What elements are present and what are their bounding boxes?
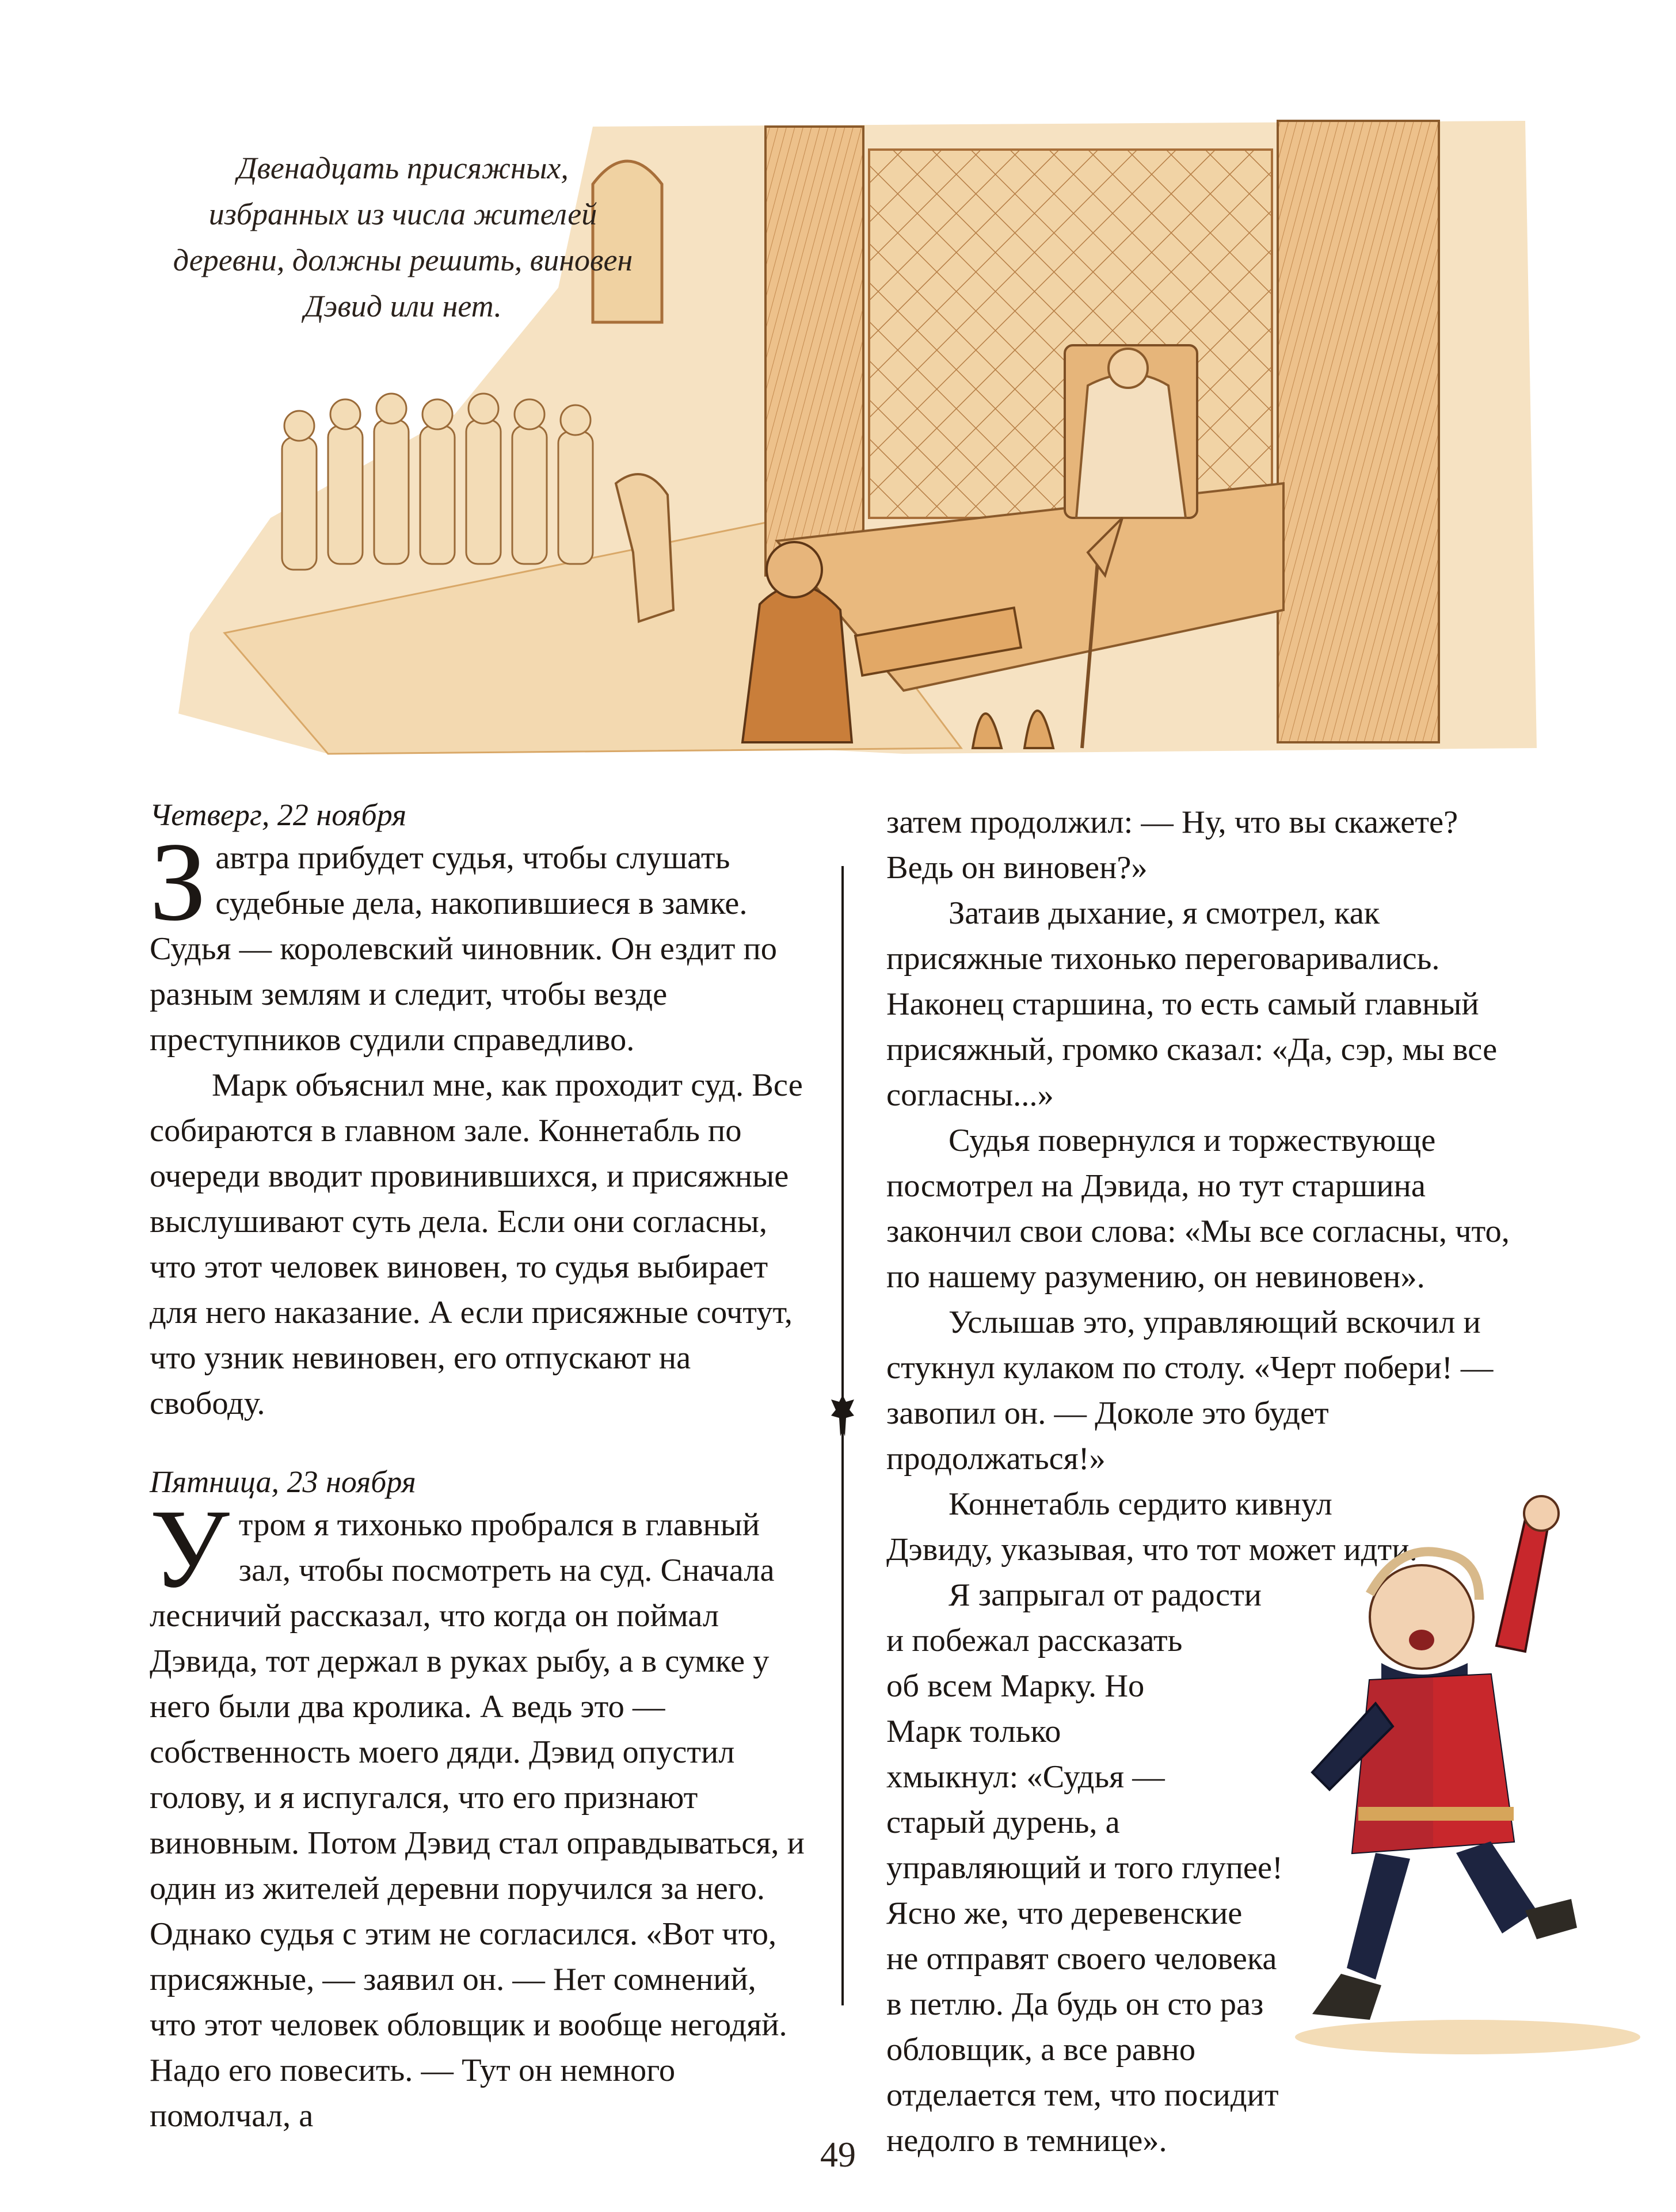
entry2-paragraph-1: [150, 1486, 806, 2139]
text-line: старый дурень, а: [886, 1805, 1120, 1840]
text-line: управляющий и того глупее!: [886, 1850, 1283, 1886]
caption-line: Дэвид или нет.: [304, 289, 502, 323]
right-paragraph-4: Услышав это, управляющий вскочил и стукнул кулаком по столу. «Черт побери! — завопил он. — Доколе это будет продолжаться!»: [886, 1305, 1494, 1477]
right-paragraph-2: Затаив дыхание, я смотрел, как присяжные тихонько переговаривались. Наконец старшина, то есть самый главный присяжный, громко сказал: «Да, сэр, мы все согласны...»: [886, 895, 1498, 1113]
text-line: обловщик, а все равно: [886, 2032, 1196, 2068]
text-line: недолго в темнице».: [886, 2123, 1167, 2158]
text-line: Я запрыгал от радости: [949, 1577, 1262, 1613]
text-line: отделается тем, что посидит: [886, 2077, 1279, 2113]
text-line: в петлю. Да будь он сто раз: [886, 1986, 1264, 2022]
entry1-paragraph-2: Марк объяснил мне, как проходит суд. Все собираются в главном зале. Коннетабль по очереди вводит провинившихся, и присяжные выслушивают суть дела. Если они согласны, что этот человек виновен, то судья выбирает для него наказание. А если присяжные сочтут, что узник невиновен, его отпускают на свободу.: [150, 1067, 803, 1421]
caption-line: Двенадцать присяжных,: [237, 151, 569, 185]
text-line: Ясно же, что деревенские: [886, 1896, 1243, 1931]
right-paragraph-5: Коннетабль сердито кивнул Дэвиду, указывая, что тот может идти.: [886, 1486, 1418, 1568]
text-line: Марк только: [886, 1714, 1061, 1749]
text-line: об всем Марку. Но: [886, 1668, 1145, 1704]
caption-line: избранных из числа жителей: [208, 197, 597, 231]
text-line: и побежал рассказать: [886, 1623, 1183, 1658]
entry1-paragraph-1-text: автра прибудет судья, чтобы слушать судебные дела, накопившиеся в замке. Судья — королевский чиновник. Он ездит по разным землям и следит, чтобы везде преступников судили справедливо.: [150, 840, 778, 1058]
caption-line: деревни, должны решить, виновен: [173, 243, 633, 277]
eagle-ornament-icon: [829, 1393, 856, 1439]
text-line: не отправят своего человека: [886, 1941, 1277, 1977]
dropcap: У: [150, 1486, 230, 1611]
entry-date-friday: Пятница, 23 ноября: [150, 1465, 416, 1499]
entry1-paragraph-1: [150, 819, 806, 1063]
text-line: хмыкнул: «Судья —: [886, 1759, 1165, 1795]
dropcap: З: [150, 819, 207, 944]
left-column: [150, 794, 806, 2139]
illustration-caption: [144, 145, 662, 329]
page-number: 49: [820, 2135, 856, 2175]
entry-date-thursday: Четверг, 22 ноября: [150, 798, 407, 832]
right-paragraph-3: Судья повернулся и торжествующе посмотрел на Дэвида, но тут старшина закончил свои слова: «Мы все согласны, что, по нашему разумению, он невиновен».: [886, 1123, 1510, 1295]
entry2-paragraph-1-text: тром я тихонько пробрался в главный зал, чтобы посмотреть на суд. Сначала лесничий рассказал, что когда он поймал Дэвида, тот держал в руках рыбу, а в сумке у него были два кролика. А ведь это — собственность моего дяди. Дэвид опустил голову, и я испугался, что его признают виновным. Потом Дэвид стал оправдываться, и один из жителей деревни поручился за него. Однако судья с этим не согласился. «Вот что, присяжные, — заявил он. — Нет сомнений, что этот человек обловщик и вообще негодяй. Надо его повесить. — Тут он немного помолчал, а: [150, 1507, 805, 2134]
jumping-boy-illustration: [1226, 1404, 1640, 2072]
right-paragraph-1: затем продолжил: — Ну, что вы скажете? Ведь он виновен?»: [886, 804, 1458, 886]
